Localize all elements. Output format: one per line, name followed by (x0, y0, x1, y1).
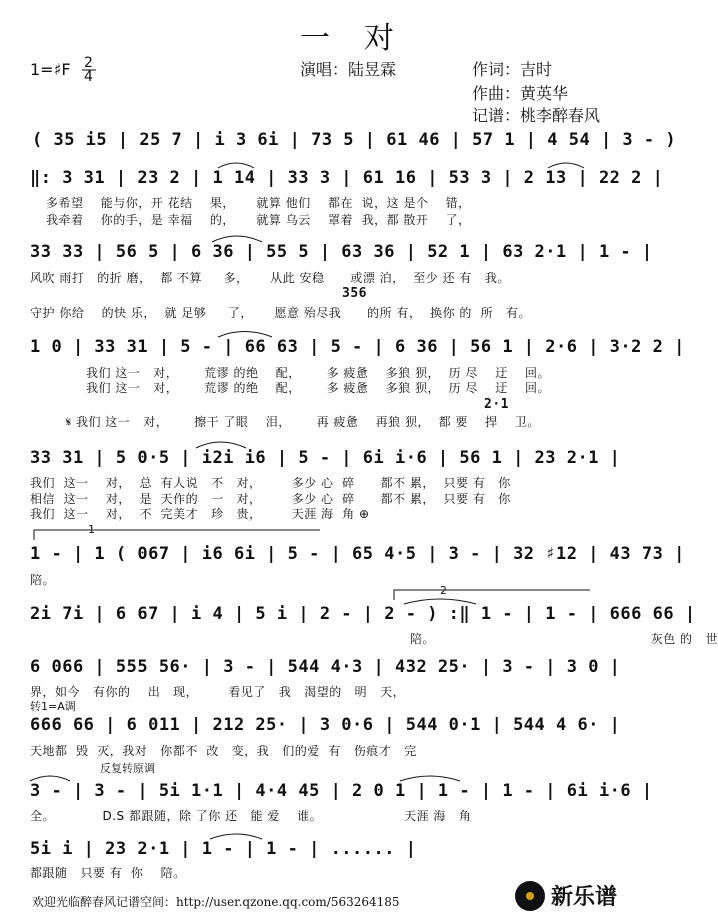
score-row-11: 5i i | 23 2·1 | 1 - | 1 - | ...... | (30, 839, 417, 859)
lyric-row-3-notes: 356 (342, 286, 367, 301)
key-signature: 1=♯F (30, 60, 71, 79)
time-signature-bottom: 4 (84, 69, 93, 85)
tie-2 (548, 163, 584, 168)
tie-7 (30, 776, 70, 781)
tie-1 (218, 163, 254, 168)
tie-9 (210, 834, 262, 839)
score-row-4: 1 0 | 33 31 | 5 - | 66 63 | 5 - | 6 36 | 56 1 | 2·6 | 3·2 2 | (30, 337, 685, 357)
score-row-7: 2i 7i | 6 67 | i 4 | 5 i | 2 - | 2 - ) :‖ 1 - | 1 - | 666 66 | (30, 604, 696, 624)
lyric-row-5a: 我们 这一 对， 总 有人说 不 对， 多少 心 碎 都不 累， 只要 有 你 (30, 476, 511, 490)
score-row-10: 3 - | 3 - | 5i 1·1 | 4·4 45 | 2 0 1 | 1 - | 1 - | 6i i·6 | (30, 781, 653, 801)
transcriber-credit: 记谱：桃李醉春风 (472, 106, 601, 125)
lyric-row-2b: 我牵着 你的手，是 幸福 的， 就算 乌云 罩着 我，都 散开 了， (46, 213, 471, 227)
score-row-3: 33 33 | 56 5 | 6 36 | 55 5 | 63 36 | 52 1 | 63 2·1 | 1 - | (30, 242, 653, 262)
lyric-row-4a: 我们 这一 对， 荒谬 的绝 配， 多 疲惫 多狼 狈， 历 尽 迂 回。 (86, 366, 550, 380)
tie-8 (400, 776, 460, 781)
volta-2-bracket (394, 590, 590, 600)
tie-3 (212, 236, 262, 242)
singer-credit: 演唱：陆昱霖 (300, 60, 397, 79)
key-change-note: 转1=A调 (30, 700, 76, 713)
lyric-row-3a: 风吹 雨打 的折 磨， 都 不算 多， 从此 安稳 或漂 泊， 至少 还 有 我。 (30, 271, 510, 285)
volta-2-label: 2 (440, 584, 447, 597)
lyric-row-11: 都跟随 只要 有 你 陪。 (30, 866, 186, 880)
lyric-row-5b: 相信 这一 对， 是 天作的 一 对， 多少 心 碎 都不 累， 只要 有 你 (30, 492, 511, 506)
score-row-1: ( 35 i5 | 25 7 | i 3 6i | 73 5 | 61 46 | 57 1 | 4 54 | 3 - ) (32, 130, 677, 150)
song-title: 一 对 (300, 21, 396, 56)
lyric-row-4b: 我们 这一 对， 荒谬 的绝 配， 多 疲惫 多狼 狈， 历 尽 迂 回。 (86, 381, 550, 395)
repeat-key-note: 反复转原调 (100, 762, 155, 775)
lyric-row-4c: 𝄋 我们 这一 对， 擦干 了眼 泪， 再 疲惫 再狼 狈， 都 要 捍 卫。 (66, 415, 540, 429)
tie-4 (218, 332, 272, 338)
lyric-row-10: 全。 D.S 都跟随，除 了你 还 能 爱 谁。 天涯 海 角 (30, 809, 472, 823)
time-signature-top: 2 (84, 55, 93, 71)
footer-url: 欢迎光临醉春风记谱空间：http://user.qzone.qq.com/563264185 (32, 895, 400, 909)
score-row-9: 666 66 | 6 011 | 212 25· | 3 0·6 | 544 0·1 | 544 4 6· | (30, 715, 621, 735)
lyricist-credit: 作词：吉时 (472, 60, 553, 79)
volta-1-label: 1 (88, 523, 95, 536)
logo-text: 新乐谱 (551, 885, 618, 910)
lyric-row-5c: 我们 这一 对， 不 完美才 珍 贵， 天涯 海 角 ⊕ (30, 507, 370, 521)
volta-1-bracket (34, 530, 320, 540)
lyric-row-3b: 守护 你给 的快 乐， 就 足够 了， 愿意 殆尽我 的所 有， 换你 的 所 有。 (30, 306, 532, 320)
lyric-row-4-notes: 2·1 (484, 397, 509, 412)
score-row-6: 1 - | 1 ( 067 | i6 6i | 5 - | 65 4·5 | 3 - | 32 ♯12 | 43 73 | (30, 544, 685, 564)
tie-5 (196, 442, 246, 448)
score-row-5: 33 31 | 5 0·5 | i2i i6 | 5 - | 6i i·6 | 56 1 | 23 2·1 | (30, 448, 621, 468)
lyric-row-6: 陪。 (30, 573, 56, 587)
lyric-row-8: 界，如今 有你的 出 现， 看见了 我 渴望的 明 天， (30, 685, 406, 699)
lyric-row-7: 陪。 灰色 的 世 (410, 632, 718, 646)
score-row-8: 6 066 | 555 56· | 3 - | 544 4·3 | 432 25· | 3 - | 3 0 | (30, 657, 621, 677)
lyric-row-2a: 多希望 能与你，开 花结 果， 就算 他们 都在 说，这 是个 错， (46, 196, 471, 210)
score-row-2: ‖: 3 31 | 23 2 | 1 14 | 33 3 | 61 16 | 53 3 | 2 13 | 22 2 | (30, 168, 664, 188)
tie-6 (404, 599, 476, 604)
lyric-row-9: 天地都 毁 灭，我对 你都不 改 变，我 们的爱 有 伤痕才 完 (30, 744, 417, 758)
composer-credit: 作曲：黄英华 (472, 84, 569, 103)
